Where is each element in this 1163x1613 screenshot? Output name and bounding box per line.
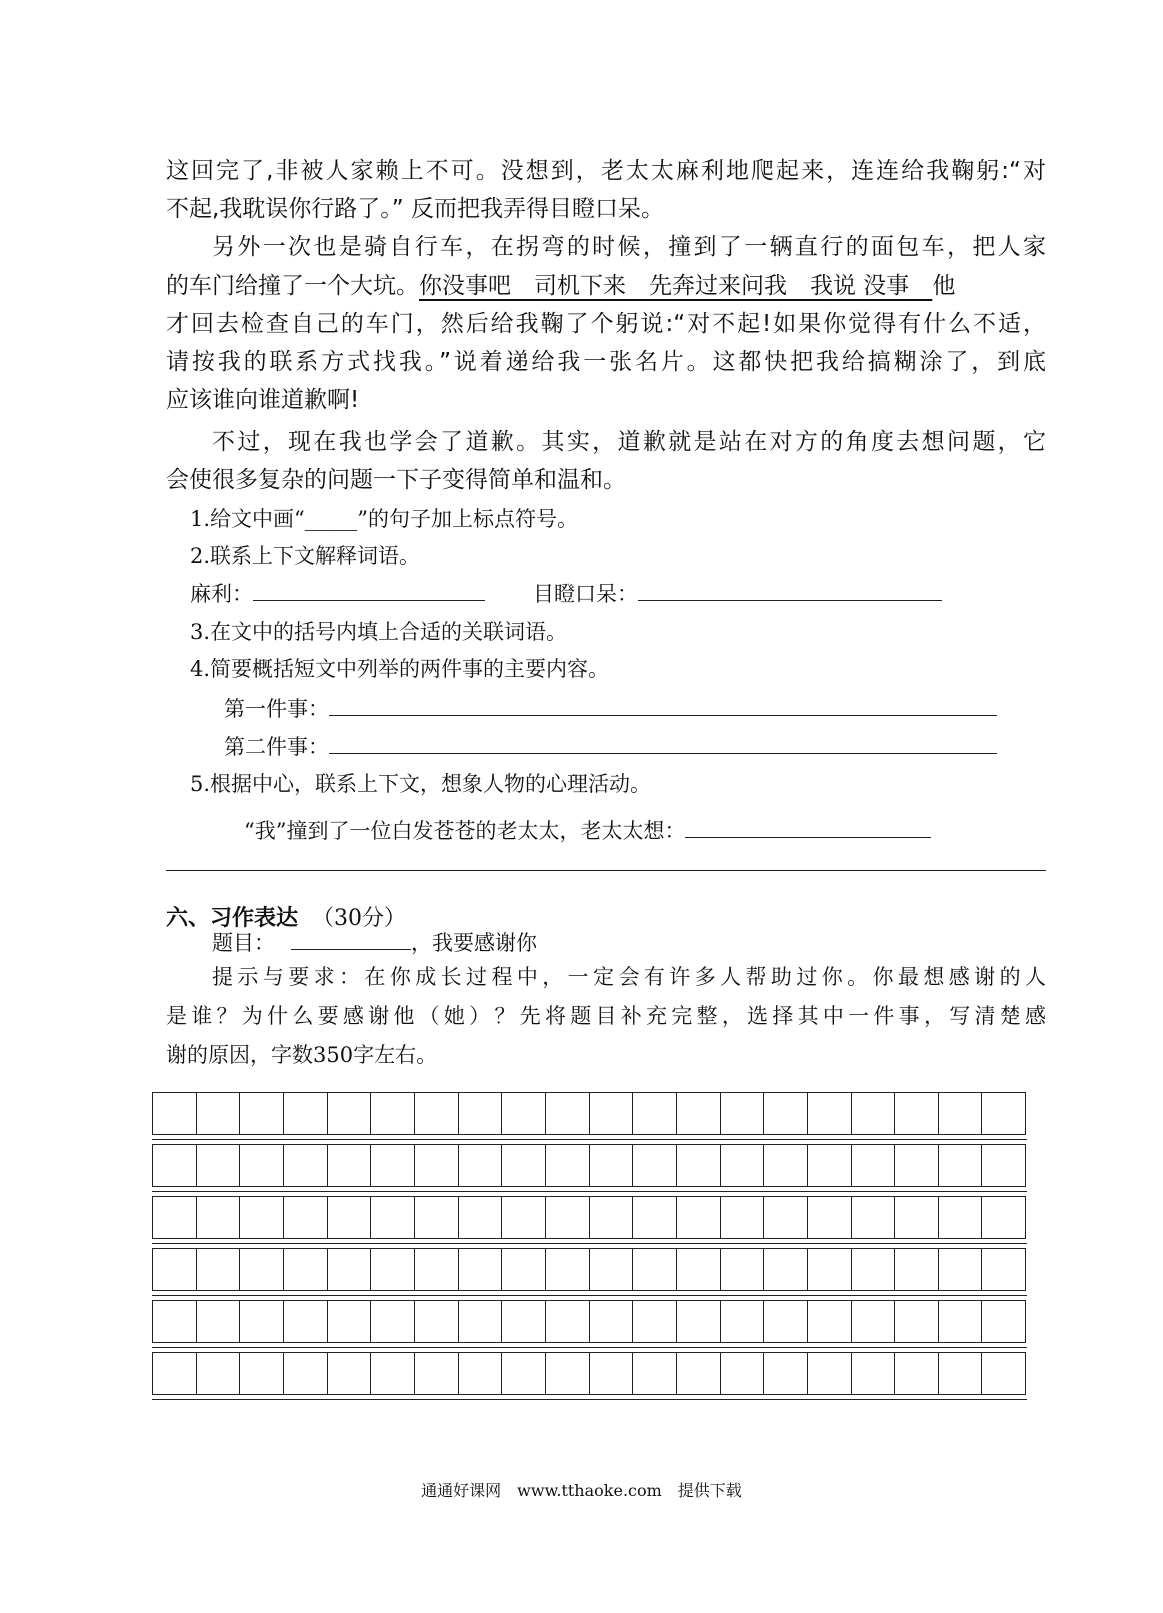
grid-cell[interactable] (328, 1197, 372, 1238)
grid-cell[interactable] (808, 1145, 852, 1186)
grid-cell[interactable] (633, 1145, 677, 1186)
grid-cell[interactable] (939, 1145, 983, 1186)
grid-cell[interactable] (633, 1353, 677, 1394)
passage-line-4 (166, 268, 1046, 304)
grid-cell[interactable] (546, 1301, 590, 1342)
grid-cell[interactable] (764, 1249, 808, 1290)
grid-row (152, 1300, 1026, 1343)
passage-line-4-end: 他 (932, 273, 956, 299)
grid-cell[interactable] (371, 1353, 415, 1394)
answer-blank-mali[interactable] (253, 576, 485, 601)
grid-cell[interactable] (546, 1093, 590, 1134)
grid-cell[interactable] (153, 1249, 197, 1290)
grid-cell[interactable] (328, 1093, 372, 1134)
writing-grid[interactable] (152, 1092, 1026, 1404)
requirement-line-3: 谢的原因，字数350字左右。 (166, 1043, 438, 1067)
grid-cell[interactable] (153, 1093, 197, 1134)
grid-cell[interactable] (633, 1093, 677, 1134)
passage-line-2: 不起,我耽误你行路了。” 反而把我弄得目瞪口呆。 (166, 196, 665, 222)
grid-cell[interactable] (197, 1249, 241, 1290)
question-3: 3.在文中的括号内填上合适的关联词语。 (190, 620, 568, 644)
grid-cell[interactable] (808, 1249, 852, 1290)
grid-cell[interactable] (590, 1353, 634, 1394)
grid-row (152, 1248, 1026, 1291)
grid-cell[interactable] (721, 1145, 765, 1186)
grid-cell[interactable] (633, 1197, 677, 1238)
grid-cell[interactable] (415, 1249, 459, 1290)
grid-cell[interactable] (459, 1197, 503, 1238)
grid-cell[interactable] (153, 1145, 197, 1186)
grid-cell[interactable] (590, 1197, 634, 1238)
question-5-prompt (244, 813, 931, 848)
grid-cell[interactable] (721, 1353, 765, 1394)
grid-cell[interactable] (982, 1093, 1025, 1134)
composition-points: （30分） (312, 906, 407, 931)
grid-cell[interactable] (415, 1301, 459, 1342)
grid-cell[interactable] (415, 1093, 459, 1134)
grid-cell[interactable] (240, 1093, 284, 1134)
grid-cell[interactable] (677, 1093, 721, 1134)
old-lady-thought-label: “我”撞到了一位白发苍苍的老太太，老太太想： (244, 819, 686, 843)
grid-cell[interactable] (808, 1197, 852, 1238)
grid-cell[interactable] (502, 1301, 546, 1342)
grid-cell[interactable] (677, 1301, 721, 1342)
grid-cell[interactable] (415, 1353, 459, 1394)
composition-topic (212, 925, 537, 960)
question-4-first (224, 691, 997, 726)
grid-cell[interactable] (721, 1197, 765, 1238)
footer-source: 通通好课网 www.tthaoke.com 提供下载 (421, 1481, 742, 1500)
grid-cell[interactable] (764, 1145, 808, 1186)
passage-line-9: 会使很多复杂的问题一下子变得简单和温和。 (166, 467, 626, 493)
second-event-label: 第二件事： (224, 735, 329, 759)
answer-line-thought-continued[interactable] (166, 870, 1046, 871)
grid-cell[interactable] (328, 1353, 372, 1394)
grid-cell[interactable] (939, 1249, 983, 1290)
grid-cell[interactable] (240, 1353, 284, 1394)
grid-cell[interactable] (764, 1093, 808, 1134)
grid-cell[interactable] (240, 1301, 284, 1342)
answer-blank-mudengkoudai[interactable] (638, 576, 942, 601)
question-4: 4.简要概括短文中列举的两件事的主要内容。 (190, 657, 610, 681)
grid-cell[interactable] (939, 1093, 983, 1134)
grid-cell[interactable] (284, 1249, 328, 1290)
grid-cell[interactable] (852, 1093, 896, 1134)
grid-cell[interactable] (240, 1197, 284, 1238)
question-2-words (190, 576, 942, 611)
grid-cell[interactable] (371, 1249, 415, 1290)
grid-cell[interactable] (197, 1093, 241, 1134)
grid-cell[interactable] (328, 1145, 372, 1186)
grid-cell[interactable] (240, 1249, 284, 1290)
punctuation-target-sentence: 你没事吧 司机下来 先奔过来问我 我说 没事 (419, 273, 933, 299)
grid-cell[interactable] (197, 1145, 241, 1186)
grid-cell[interactable] (153, 1353, 197, 1394)
topic-blank[interactable] (291, 925, 411, 950)
grid-cell[interactable] (284, 1197, 328, 1238)
grid-row (152, 1352, 1026, 1395)
grid-cell[interactable] (459, 1249, 503, 1290)
answer-blank-first-event[interactable] (329, 691, 997, 716)
grid-cell[interactable] (590, 1249, 634, 1290)
grid-cell[interactable] (895, 1197, 939, 1238)
grid-cell[interactable] (546, 1145, 590, 1186)
word-mali-label: 麻利： (190, 582, 253, 606)
question-4-second (224, 729, 997, 764)
topic-suffix: ，我要感谢你 (411, 931, 537, 955)
grid-cell[interactable] (415, 1145, 459, 1186)
passage-line-7: 应该谁向谁道歉啊! (166, 387, 360, 413)
grid-cell[interactable] (677, 1145, 721, 1186)
question-2: 2.联系上下文解释词语。 (190, 544, 421, 568)
grid-cell[interactable] (895, 1145, 939, 1186)
answer-blank-second-event[interactable] (329, 729, 997, 754)
grid-cell[interactable] (371, 1145, 415, 1186)
grid-cell[interactable] (982, 1353, 1025, 1394)
grid-cell[interactable] (764, 1301, 808, 1342)
composition-title: 六、习作表达 (166, 906, 299, 931)
grid-cell[interactable] (895, 1093, 939, 1134)
passage-line-8: 不过，现在我也学会了道歉。其实，道歉就是站在对方的角度去想问题，它 (212, 429, 1046, 455)
grid-cell[interactable] (153, 1197, 197, 1238)
grid-cell[interactable] (721, 1249, 765, 1290)
grid-row (152, 1092, 1026, 1135)
grid-cell[interactable] (459, 1353, 503, 1394)
grid-cell[interactable] (895, 1301, 939, 1342)
grid-cell[interactable] (852, 1197, 896, 1238)
grid-cell[interactable] (852, 1301, 896, 1342)
grid-cell[interactable] (546, 1353, 590, 1394)
grid-cell[interactable] (371, 1197, 415, 1238)
grid-cell[interactable] (852, 1353, 896, 1394)
grid-cell[interactable] (939, 1353, 983, 1394)
grid-cell[interactable] (328, 1301, 372, 1342)
word-mudengkoudai-label: 目瞪口呆： (533, 582, 638, 606)
question-1: 1.给文中画“_____”的句子加上标点符号。 (190, 507, 579, 531)
grid-cell[interactable] (415, 1197, 459, 1238)
grid-row (152, 1144, 1026, 1187)
passage-line-4-start: 的车门给撞了一个大坑。 (166, 273, 419, 299)
requirement-line-1: 提示与要求：在你成长过程中，一定会有许多人帮助过你。你最想感谢的人 (212, 965, 1046, 989)
answer-blank-thought[interactable] (685, 813, 931, 838)
grid-cell[interactable] (502, 1353, 546, 1394)
topic-label: 题目： (212, 931, 275, 955)
grid-cell[interactable] (371, 1093, 415, 1134)
grid-cell[interactable] (895, 1249, 939, 1290)
requirement-line-2: 是谁？为什么要感谢他（她）？先将题目补充完整，选择其中一件事，写清楚感 (166, 1004, 1046, 1028)
passage-line-6: 请按我的联系方式找我。”说着递给我一张名片。这都快把我给搞糊涂了，到底 (166, 349, 1046, 375)
grid-cell[interactable] (328, 1249, 372, 1290)
grid-cell[interactable] (546, 1249, 590, 1290)
grid-cell[interactable] (721, 1093, 765, 1134)
grid-cell[interactable] (677, 1249, 721, 1290)
grid-cell[interactable] (939, 1301, 983, 1342)
grid-cell[interactable] (852, 1145, 896, 1186)
grid-cell[interactable] (633, 1301, 677, 1342)
grid-cell[interactable] (590, 1301, 634, 1342)
passage-line-1: 这回完了,非被人家赖上不可。没想到，老太太麻利地爬起来，连连给我鞠躬:“对 (166, 158, 1046, 184)
grid-row (152, 1196, 1026, 1239)
grid-cell[interactable] (284, 1353, 328, 1394)
grid-cell[interactable] (153, 1301, 197, 1342)
grid-cell[interactable] (982, 1197, 1025, 1238)
grid-cell[interactable] (939, 1197, 983, 1238)
grid-cell[interactable] (982, 1301, 1025, 1342)
grid-cell[interactable] (459, 1093, 503, 1134)
first-event-label: 第一件事： (224, 697, 329, 721)
grid-cell[interactable] (677, 1353, 721, 1394)
question-5: 5.根据中心，联系上下文，想象人物的心理活动。 (190, 772, 652, 796)
grid-cell[interactable] (808, 1301, 852, 1342)
grid-cell[interactable] (633, 1249, 677, 1290)
grid-cell[interactable] (459, 1301, 503, 1342)
grid-cell[interactable] (284, 1301, 328, 1342)
grid-cell[interactable] (590, 1093, 634, 1134)
grid-cell[interactable] (721, 1301, 765, 1342)
grid-cell[interactable] (284, 1145, 328, 1186)
grid-cell[interactable] (197, 1197, 241, 1238)
grid-cell[interactable] (502, 1145, 546, 1186)
passage-line-3: 另外一次也是骑自行车，在拐弯的时候，撞到了一辆直行的面包车，把人家 (212, 234, 1046, 260)
grid-cell[interactable] (677, 1197, 721, 1238)
grid-cell[interactable] (502, 1197, 546, 1238)
grid-cell[interactable] (590, 1145, 634, 1186)
grid-cell[interactable] (546, 1197, 590, 1238)
grid-cell[interactable] (502, 1249, 546, 1290)
grid-cell[interactable] (371, 1301, 415, 1342)
grid-cell[interactable] (459, 1145, 503, 1186)
grid-cell[interactable] (895, 1353, 939, 1394)
grid-cell[interactable] (502, 1093, 546, 1134)
grid-cell[interactable] (808, 1353, 852, 1394)
passage-line-5: 才回去检查自己的车门，然后给我鞠了个躬说:“对不起!如果你觉得有什么不适， (166, 311, 1046, 337)
grid-cell[interactable] (808, 1093, 852, 1134)
grid-cell[interactable] (852, 1249, 896, 1290)
grid-cell[interactable] (284, 1093, 328, 1134)
grid-cell[interactable] (982, 1249, 1025, 1290)
grid-cell[interactable] (982, 1145, 1025, 1186)
grid-cell[interactable] (197, 1301, 241, 1342)
grid-cell[interactable] (197, 1353, 241, 1394)
grid-cell[interactable] (240, 1145, 284, 1186)
grid-cell[interactable] (764, 1353, 808, 1394)
grid-cell[interactable] (764, 1197, 808, 1238)
